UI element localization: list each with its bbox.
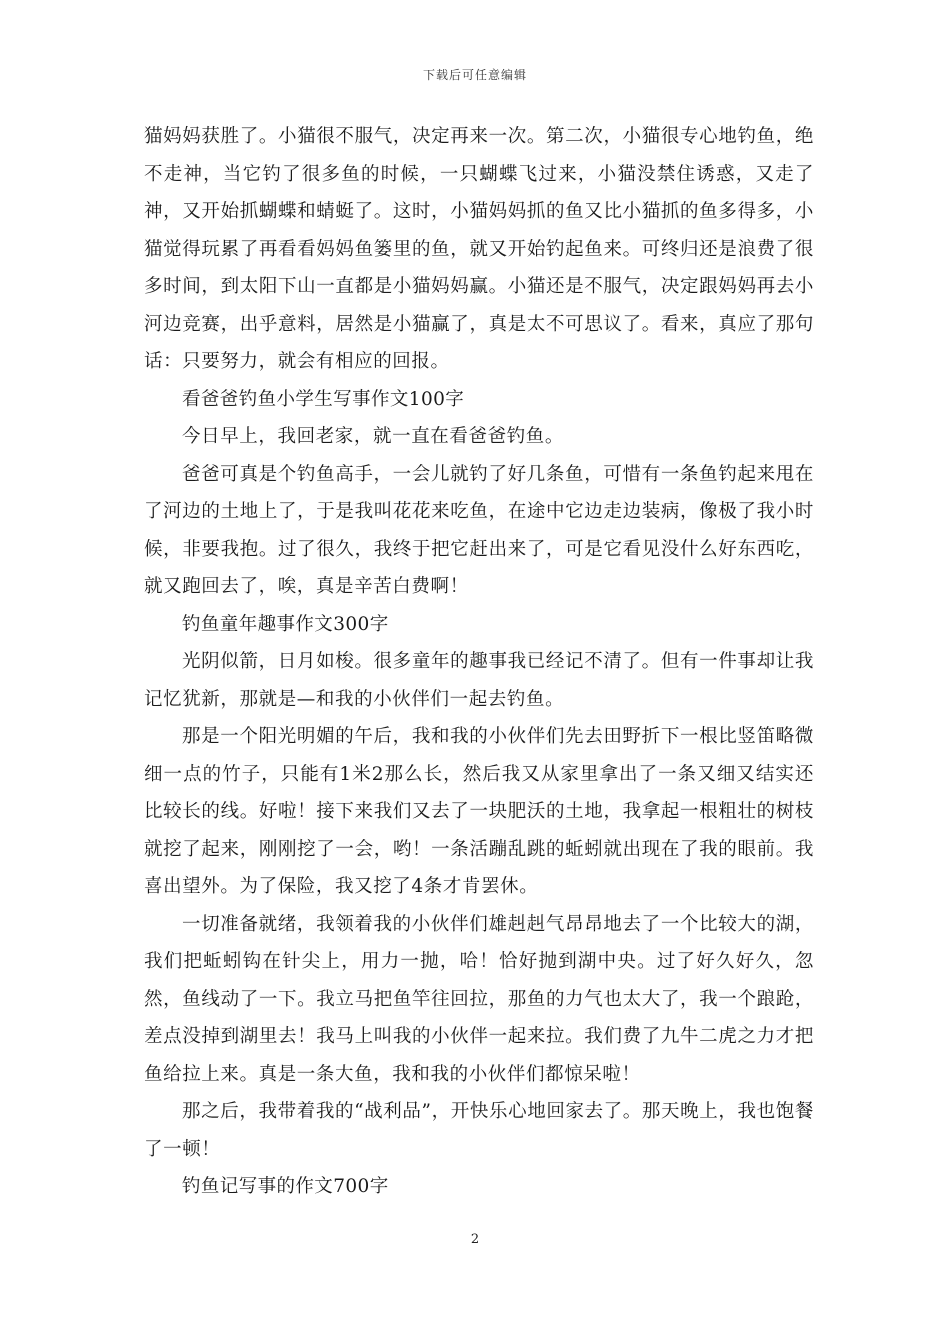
paragraph-catching-fish: 一切准备就绪，我领着我的小伙伴们雄赳赳气昂昂地去了一个比较大的湖，我们把蚯蚓钩在针尖上，用力一抛，哈！恰好抛到湖中央。过了好久好久，忽然，鱼线动了一下。我立马把鱼竿往回拉，那鱼的力气也太大了，我一个踉跄，差点没掉到湖里去！我马上叫我的小伙伴一起来拉。我们费了九牛二虎之力才把鱼给拉上来。真是一条大鱼，我和我的小伙伴们都惊呆啦！	[144, 913, 814, 1085]
paragraph-childhood-memory: 光阴似箭，日月如梭。很多童年的趣事我已经记不清了。但有一件事却让我记忆犹新，那就是—和我的小伙伴们一起去钓鱼。	[144, 651, 814, 710]
document-body	[144, 118, 814, 1206]
paragraph-dad-fishing: 爸爸可真是个钓鱼高手，一会儿就钓了好几条鱼，可惜有一条鱼钓起来甩在了河边的土地上了，于是我叫花花来吃鱼，在途中它边走边装病，像极了我小时候，非要我抱。过了很久，我终于把它赶出来了，可是它看见没什么好东西吃，就又跑回去了，唉，真是辛苦白费啊！	[144, 463, 814, 597]
paragraph-going-home: 今日早上，我回老家，就一直在看爸爸钓鱼。	[182, 426, 565, 447]
page-number: 2	[470, 1232, 480, 1247]
paragraph-cat-fishing-ending: 猫妈妈获胜了。小猫很不服气，决定再来一次。第二次，小猫很专心地钓鱼，绝不走神，当它钓了很多鱼的时候，一只蝴蝶飞过来，小猫没禁住诱惑，又走了神，又开始抓蝴蝶和蜻蜓了。这时，小猫妈妈抓的鱼又比小猫抓的鱼多得多，小猫觉得玩累了再看看妈妈鱼篓里的鱼，就又开始钓起鱼来。可终归还是浪费了很多时间，到太阳下山一直都是小猫妈妈赢。小猫还是不服气，决定跟妈妈再去小河边竞赛，出乎意料，居然是小猫赢了，真是太不可思议了。看来，真应了那句话：只要努力，就会有相应的回报。	[144, 126, 814, 372]
essay-title-watching-dad-fish: 看爸爸钓鱼小学生写事作文100字	[182, 388, 465, 410]
essay-title-fishing-record: 钓鱼记写事的作文700字	[182, 1176, 389, 1197]
paragraph-going-home-happy: 那之后，我带着我的“战利品”，开快乐心地回家去了。那天晚上，我也饱餐了一顿！	[144, 1101, 814, 1160]
page-header: 下载后可任意编辑	[422, 68, 527, 82]
paragraph-preparation: 那是一个阳光明媚的午后，我和我的小伙伴们先去田野折下一根比竖笛略微细一点的竹子，只能有1米2那么长，然后我又从家里拿出了一条又细又结实还比较长的线。好啦！接下来我们又去了一块肥沃的土地，我拿起一根粗壮的树枝就挖了起来，刚刚挖了一会，哟！一条活蹦乱跳的蚯蚓就出现在了我的眼前。我喜出望外。为了保险，我又挖了4条才肯罢休。	[144, 726, 814, 897]
essay-title-childhood-fishing: 钓鱼童年趣事作文300字	[182, 613, 389, 635]
